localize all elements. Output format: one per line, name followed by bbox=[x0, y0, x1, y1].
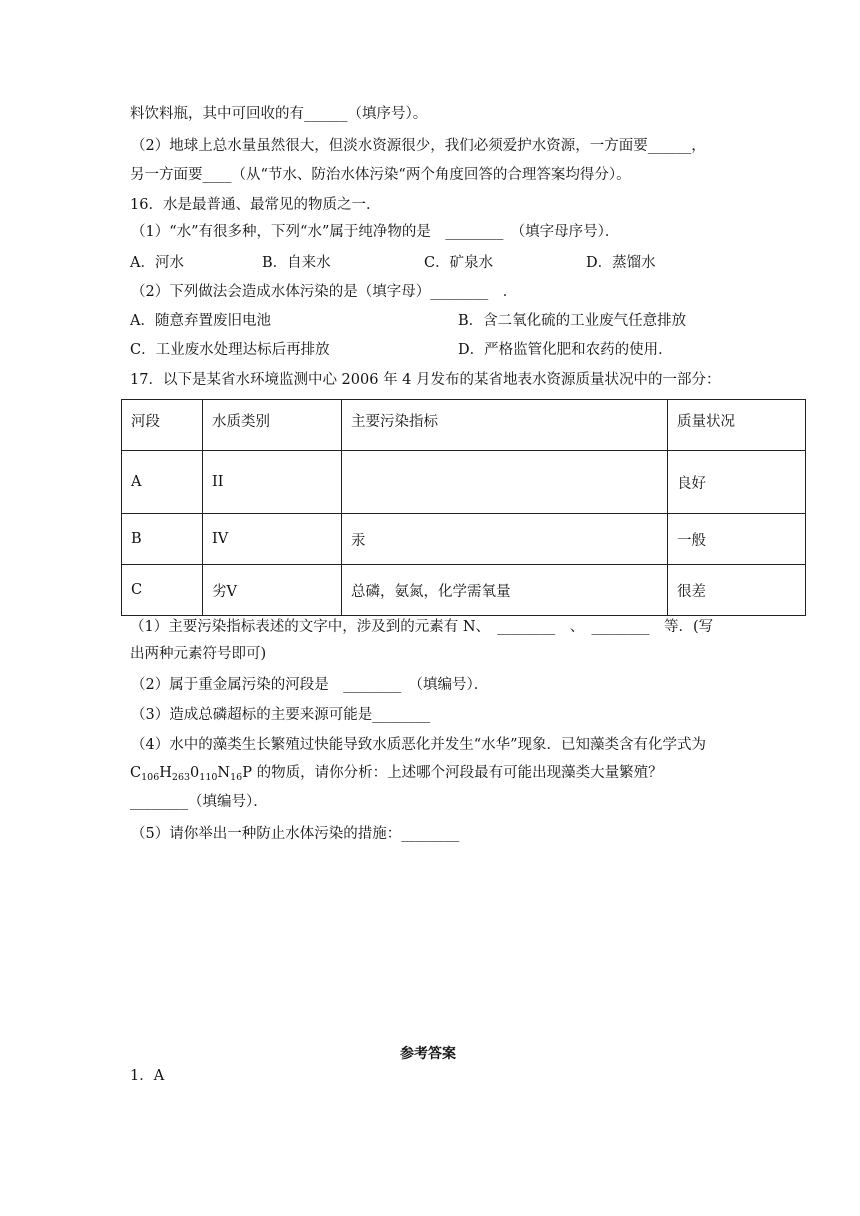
answers-title: 参考答案 bbox=[400, 1046, 456, 1062]
option-b: B．含二氧化硫的工业废气任意排放 bbox=[458, 313, 687, 329]
formula-element: H bbox=[159, 765, 172, 781]
text-line: 另一方面要____（从“节水、防治水体污染“两个角度回答的合理答案均得分）。 bbox=[130, 167, 631, 183]
table-cell: IV bbox=[203, 514, 342, 565]
option-c: C．工业废水处理达标后再排放 bbox=[130, 342, 330, 358]
question-17-part-2: （2）属于重金属污染的河段是 ________ （填编号）． bbox=[131, 677, 489, 693]
table-cell: 总磷，氨氮，化学需氧量 bbox=[342, 565, 668, 616]
table-row bbox=[122, 514, 806, 565]
table-cell: 一般 bbox=[668, 514, 806, 565]
formula-element: 0 bbox=[190, 765, 200, 781]
question-16-part-2: （2）下列做法会造成水体污染的是（填字母）________ ． bbox=[131, 284, 518, 300]
table-cell bbox=[342, 451, 668, 514]
text-line: 料饮料瓶，其中可回收的有______（填序号）。 bbox=[130, 106, 428, 122]
option-d: D．蒸馏水 bbox=[586, 255, 656, 271]
question-17-part-5: （5）请你举出一种防止水体污染的措施：________ bbox=[131, 826, 460, 842]
question-16: 16．水是最普通、最常见的物质之一． bbox=[130, 197, 381, 213]
formula-element: C bbox=[130, 765, 142, 781]
table-cell: 很差 bbox=[668, 565, 806, 616]
table-header-cell: 质量状况 bbox=[668, 400, 806, 451]
chemical-formula bbox=[130, 765, 252, 781]
table-cell: B bbox=[122, 514, 203, 565]
table-header-cell: 主要污染指标 bbox=[342, 400, 668, 451]
formula-line-text: 的物质，请你分析：上述哪个河段最有可能出现藻类大量繁殖？ bbox=[256, 765, 663, 781]
table-row bbox=[122, 451, 806, 514]
question-17-part-3: （3）造成总磷超标的主要来源可能是________ bbox=[131, 707, 431, 723]
table-cell: 良好 bbox=[668, 451, 806, 514]
formula-subscript: 263 bbox=[171, 772, 191, 783]
table-header-cell: 水质类别 bbox=[203, 400, 342, 451]
formula-subscript: 110 bbox=[199, 772, 218, 783]
table-cell: II bbox=[203, 451, 342, 514]
text-line: （2）地球上总水量虽然很大，但淡水资源很少，我们必须爱护水资源，一方面要______， bbox=[131, 138, 706, 154]
formula-subscript: 16 bbox=[230, 772, 243, 783]
option-b: B．自来水 bbox=[262, 255, 331, 271]
water-quality-table bbox=[121, 399, 806, 616]
table-cell: 汞 bbox=[342, 514, 668, 565]
table-header-cell: 河段 bbox=[122, 400, 203, 451]
option-c: C．矿泉水 bbox=[424, 255, 494, 271]
option-a: A．河水 bbox=[130, 255, 184, 271]
question-17-part-4-formula-line bbox=[130, 763, 663, 788]
question-17-part-1: （1）主要污染指标表述的文字中，涉及到的元素有 N、 ________ 、 ________ 等．(写 bbox=[130, 619, 714, 635]
answer-1: 1．A bbox=[130, 1068, 165, 1084]
table-cell: A bbox=[122, 451, 203, 514]
option-d: D．严格监管化肥和农药的使用． bbox=[458, 342, 673, 358]
formula-element: N bbox=[217, 765, 231, 781]
question-17-part-4: （4）水中的藻类生长繁殖过快能导致水质恶化并发生“水华”现象．已知藻类含有化学式为 bbox=[131, 737, 707, 753]
table-cell: C bbox=[122, 565, 203, 616]
table-row bbox=[122, 565, 806, 616]
table-header-row bbox=[122, 400, 806, 451]
table-cell: 劣V bbox=[203, 565, 342, 616]
question-17-part-4-answer: ________（填编号）． bbox=[130, 794, 268, 810]
formula-subscript: 106 bbox=[141, 772, 160, 783]
formula-element: P bbox=[242, 765, 252, 781]
question-17-part-1-cont: 出两种元素符号即可) bbox=[130, 646, 267, 662]
question-17: 17．以下是某省水环境监测中心 2006 年 4 月发布的某省地表水资源质量状况中的一部分： bbox=[130, 372, 721, 388]
option-a: A．随意弃置废旧电池 bbox=[130, 313, 271, 329]
question-16-part-1: （1）“水”有很多种，下列“水”属于纯净物的是 ________ （填字母序号）． bbox=[131, 224, 620, 240]
